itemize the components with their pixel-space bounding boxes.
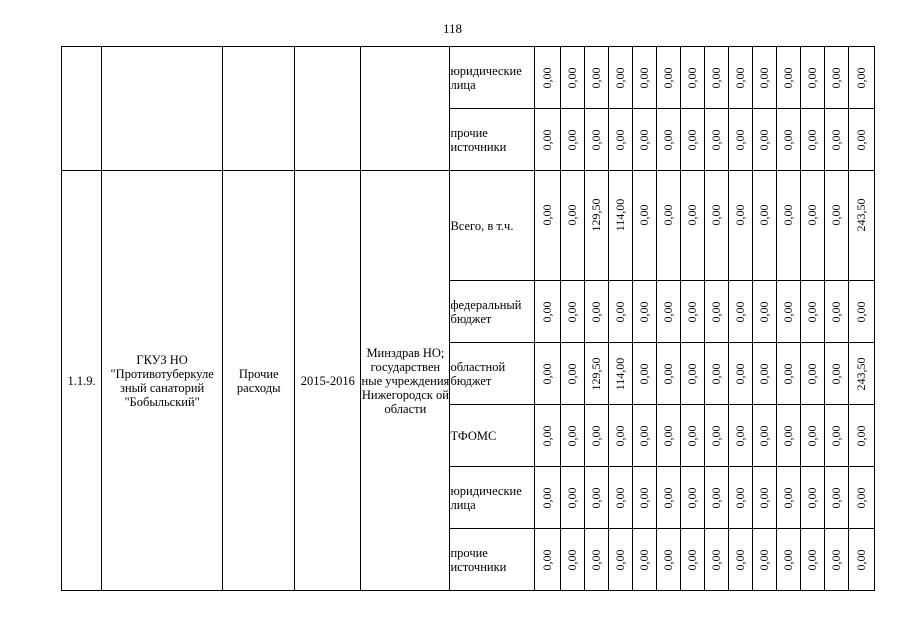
- value-text: 0,00: [637, 67, 652, 88]
- value-text: 0,00: [829, 487, 844, 508]
- value-cell: [632, 343, 656, 405]
- value-cell: [656, 109, 680, 171]
- value-text: 0,00: [757, 301, 772, 322]
- name-cell: ГКУЗ НО "Противотуберкуле зный санаторий "Бобыльский": [102, 171, 223, 591]
- value-text: 0,00: [589, 487, 604, 508]
- value-text: 0,00: [805, 67, 820, 88]
- expense-type-cell: Прочие расходы: [223, 171, 295, 591]
- value-text: 0,00: [733, 204, 748, 226]
- value-cell: [776, 171, 800, 281]
- value-text: 0,00: [661, 363, 676, 384]
- value-cell: [608, 405, 632, 467]
- value-text: 0,00: [829, 363, 844, 384]
- value-cell: [704, 529, 728, 591]
- value-text: 0,00: [733, 129, 748, 150]
- value-cell: [656, 529, 680, 591]
- value-cell: [800, 405, 824, 467]
- table-row: [62, 171, 875, 281]
- value-text: 0,00: [781, 67, 796, 88]
- value-text: 0,00: [637, 363, 652, 384]
- value-text: 0,00: [709, 301, 724, 322]
- value-cell: [680, 405, 704, 467]
- value-cell: [608, 281, 632, 343]
- value-text: 0,00: [854, 301, 869, 322]
- value-cell: [776, 405, 800, 467]
- value-text: 0,00: [637, 549, 652, 570]
- value-text: 0,00: [637, 425, 652, 446]
- value-cell: [584, 47, 608, 109]
- value-cell: [534, 529, 560, 591]
- value-cell: [534, 405, 560, 467]
- value-cell: [704, 47, 728, 109]
- value-cell: [584, 405, 608, 467]
- value-text: 0,00: [613, 67, 628, 88]
- value-cell: [824, 405, 848, 467]
- value-cell: [584, 467, 608, 529]
- value-text: 0,00: [854, 549, 869, 570]
- value-cell: [752, 467, 776, 529]
- source-cell: Всего, в т.ч.: [450, 171, 534, 281]
- value-text: 0,00: [613, 301, 628, 322]
- value-text: 0,00: [757, 67, 772, 88]
- value-cell: [704, 281, 728, 343]
- value-text: 0,00: [565, 425, 580, 446]
- value-text: 0,00: [805, 204, 820, 226]
- value-cell: [608, 467, 632, 529]
- source-cell: прочие источники: [450, 109, 534, 171]
- source-cell: прочие источники: [450, 529, 534, 591]
- value-text: 0,00: [637, 487, 652, 508]
- value-cell: [680, 109, 704, 171]
- value-text: 0,00: [565, 549, 580, 570]
- value-cell: [800, 343, 824, 405]
- value-text: 0,00: [854, 129, 869, 150]
- value-cell: [632, 281, 656, 343]
- value-text: 0,00: [565, 301, 580, 322]
- value-cell: [824, 529, 848, 591]
- value-cell: [800, 171, 824, 281]
- value-cell: [632, 529, 656, 591]
- value-text: 0,00: [829, 204, 844, 226]
- table-row: [62, 47, 875, 109]
- value-cell: [776, 109, 800, 171]
- value-cell: [656, 405, 680, 467]
- value-cell: [584, 343, 608, 405]
- value-cell: [534, 47, 560, 109]
- source-cell: юридические лица: [450, 467, 534, 529]
- value-cell: [534, 171, 560, 281]
- value-text: 0,00: [781, 301, 796, 322]
- value-text: 0,00: [854, 67, 869, 88]
- value-cell: [752, 405, 776, 467]
- value-cell: [800, 529, 824, 591]
- value-cell: [824, 109, 848, 171]
- value-text: 0,00: [589, 549, 604, 570]
- value-cell: [728, 47, 752, 109]
- value-cell: [728, 109, 752, 171]
- value-text: 0,00: [565, 129, 580, 150]
- value-text: 0,00: [589, 129, 604, 150]
- value-cell: [534, 281, 560, 343]
- value-text: 0,00: [613, 425, 628, 446]
- expense-type-cell: [223, 47, 295, 171]
- value-text: 129,50: [589, 357, 604, 390]
- value-cell: [776, 467, 800, 529]
- value-cell: [608, 109, 632, 171]
- value-text: 0,00: [540, 487, 555, 508]
- value-text: 0,00: [565, 487, 580, 508]
- value-cell: [534, 343, 560, 405]
- value-text: 0,00: [757, 129, 772, 150]
- value-text: 0,00: [661, 67, 676, 88]
- value-cell: [560, 47, 584, 109]
- value-cell: [728, 529, 752, 591]
- value-cell: [824, 171, 848, 281]
- value-text: 0,00: [565, 204, 580, 226]
- value-cell: [752, 343, 776, 405]
- value-cell: [656, 171, 680, 281]
- executor-cell: [361, 47, 450, 171]
- value-text: 0,00: [565, 363, 580, 384]
- value-cell: [560, 405, 584, 467]
- value-text: 0,00: [661, 301, 676, 322]
- value-text: 0,00: [781, 549, 796, 570]
- value-cell: [848, 343, 874, 405]
- value-text: 0,00: [637, 129, 652, 150]
- value-cell: [776, 47, 800, 109]
- value-text: 0,00: [781, 204, 796, 226]
- value-text: 0,00: [805, 129, 820, 150]
- value-text: 0,00: [733, 67, 748, 88]
- value-cell: [560, 109, 584, 171]
- value-text: 0,00: [781, 129, 796, 150]
- value-text: 0,00: [685, 549, 700, 570]
- value-text: 0,00: [565, 67, 580, 88]
- value-cell: [704, 467, 728, 529]
- value-text: 0,00: [540, 425, 555, 446]
- value-cell: [728, 405, 752, 467]
- value-cell: [800, 109, 824, 171]
- value-text: 0,00: [829, 67, 844, 88]
- source-cell: юридические лица: [450, 47, 534, 109]
- value-text: 243,50: [854, 198, 869, 232]
- value-cell: [680, 467, 704, 529]
- value-cell: [704, 405, 728, 467]
- value-text: 0,00: [757, 204, 772, 226]
- value-text: 0,00: [733, 425, 748, 446]
- source-cell: ТФОМС: [450, 405, 534, 467]
- name-cell: [102, 47, 223, 171]
- value-cell: [560, 529, 584, 591]
- value-text: 0,00: [829, 129, 844, 150]
- value-text: 0,00: [709, 363, 724, 384]
- value-cell: [656, 281, 680, 343]
- value-text: 0,00: [709, 67, 724, 88]
- value-text: 0,00: [540, 363, 555, 384]
- value-cell: [656, 47, 680, 109]
- value-cell: [608, 47, 632, 109]
- value-text: 0,00: [805, 487, 820, 508]
- value-text: 0,00: [637, 301, 652, 322]
- value-cell: [632, 405, 656, 467]
- value-cell: [680, 47, 704, 109]
- number-cell: 1.1.9.: [62, 171, 102, 591]
- value-cell: [560, 171, 584, 281]
- value-cell: [728, 343, 752, 405]
- value-text: 0,00: [709, 129, 724, 150]
- value-cell: [584, 171, 608, 281]
- value-cell: [728, 467, 752, 529]
- value-text: 0,00: [685, 204, 700, 226]
- value-text: 129,50: [589, 198, 604, 232]
- period-cell: [295, 47, 361, 171]
- value-cell: [632, 171, 656, 281]
- value-text: 0,00: [829, 549, 844, 570]
- value-text: 0,00: [829, 425, 844, 446]
- value-cell: [608, 171, 632, 281]
- value-text: 0,00: [540, 67, 555, 88]
- value-text: 0,00: [709, 487, 724, 508]
- value-cell: [680, 529, 704, 591]
- value-cell: [632, 47, 656, 109]
- value-text: 0,00: [709, 549, 724, 570]
- value-text: 0,00: [805, 363, 820, 384]
- value-text: 0,00: [613, 487, 628, 508]
- value-text: 0,00: [709, 425, 724, 446]
- value-text: 0,00: [733, 301, 748, 322]
- value-cell: [584, 281, 608, 343]
- value-text: 0,00: [589, 425, 604, 446]
- value-text: 0,00: [733, 487, 748, 508]
- value-text: 0,00: [685, 129, 700, 150]
- page-number: 118: [442, 21, 463, 36]
- value-text: 0,00: [540, 549, 555, 570]
- value-cell: [560, 343, 584, 405]
- value-text: 0,00: [589, 301, 604, 322]
- value-cell: [752, 47, 776, 109]
- value-text: 0,00: [757, 549, 772, 570]
- value-text: 0,00: [829, 301, 844, 322]
- value-cell: [824, 343, 848, 405]
- value-cell: [848, 171, 874, 281]
- value-text: 0,00: [540, 204, 555, 226]
- value-cell: [824, 281, 848, 343]
- value-text: 0,00: [685, 425, 700, 446]
- value-cell: [584, 529, 608, 591]
- value-text: 0,00: [757, 487, 772, 508]
- value-text: 0,00: [661, 549, 676, 570]
- value-text: 114,00: [613, 357, 628, 390]
- source-cell: областной бюджет: [450, 343, 534, 405]
- value-cell: [848, 405, 874, 467]
- value-text: 0,00: [805, 301, 820, 322]
- value-cell: [680, 171, 704, 281]
- value-text: 0,00: [661, 425, 676, 446]
- value-cell: [632, 467, 656, 529]
- value-cell: [534, 109, 560, 171]
- value-text: 0,00: [781, 363, 796, 384]
- number-cell: [62, 47, 102, 171]
- value-text: 243,50: [854, 357, 869, 390]
- value-cell: [848, 109, 874, 171]
- value-text: 0,00: [637, 204, 652, 226]
- value-cell: [800, 467, 824, 529]
- value-cell: [560, 467, 584, 529]
- value-cell: [656, 343, 680, 405]
- value-text: 0,00: [733, 363, 748, 384]
- value-cell: [656, 467, 680, 529]
- budget-table: [61, 46, 875, 591]
- value-text: 0,00: [613, 549, 628, 570]
- value-cell: [728, 171, 752, 281]
- value-text: 0,00: [613, 129, 628, 150]
- value-text: 0,00: [661, 204, 676, 226]
- value-text: 0,00: [709, 204, 724, 226]
- value-cell: [632, 109, 656, 171]
- value-cell: [776, 281, 800, 343]
- executor-cell: Минздрав НО; государствен ные учреждения Нижегородск ой области: [361, 171, 450, 591]
- value-text: 0,00: [661, 129, 676, 150]
- value-text: 0,00: [854, 487, 869, 508]
- value-text: 0,00: [685, 67, 700, 88]
- value-text: 0,00: [540, 301, 555, 322]
- value-cell: [824, 47, 848, 109]
- value-text: 0,00: [685, 301, 700, 322]
- value-cell: [752, 529, 776, 591]
- value-text: 0,00: [781, 487, 796, 508]
- value-cell: [752, 109, 776, 171]
- value-cell: [534, 467, 560, 529]
- value-cell: [608, 529, 632, 591]
- value-cell: [680, 281, 704, 343]
- value-cell: [848, 281, 874, 343]
- value-text: 0,00: [805, 549, 820, 570]
- value-cell: [728, 281, 752, 343]
- value-cell: [800, 47, 824, 109]
- value-text: 0,00: [805, 425, 820, 446]
- value-cell: [584, 109, 608, 171]
- value-text: 0,00: [757, 363, 772, 384]
- value-cell: [752, 281, 776, 343]
- value-text: 0,00: [757, 425, 772, 446]
- value-cell: [704, 343, 728, 405]
- value-text: 0,00: [781, 425, 796, 446]
- value-cell: [776, 529, 800, 591]
- value-text: 114,00: [613, 198, 628, 231]
- period-cell: 2015-2016: [295, 171, 361, 591]
- value-cell: [848, 47, 874, 109]
- value-cell: [752, 171, 776, 281]
- value-cell: [848, 529, 874, 591]
- value-cell: [704, 171, 728, 281]
- value-text: 0,00: [540, 129, 555, 150]
- value-text: 0,00: [589, 67, 604, 88]
- value-cell: [824, 467, 848, 529]
- value-text: 0,00: [685, 363, 700, 384]
- value-text: 0,00: [733, 549, 748, 570]
- value-cell: [704, 109, 728, 171]
- value-cell: [800, 281, 824, 343]
- value-cell: [560, 281, 584, 343]
- value-cell: [776, 343, 800, 405]
- value-cell: [608, 343, 632, 405]
- value-cell: [680, 343, 704, 405]
- value-text: 0,00: [854, 425, 869, 446]
- source-cell: федеральный бюджет: [450, 281, 534, 343]
- value-text: 0,00: [685, 487, 700, 508]
- value-cell: [848, 467, 874, 529]
- value-text: 0,00: [661, 487, 676, 508]
